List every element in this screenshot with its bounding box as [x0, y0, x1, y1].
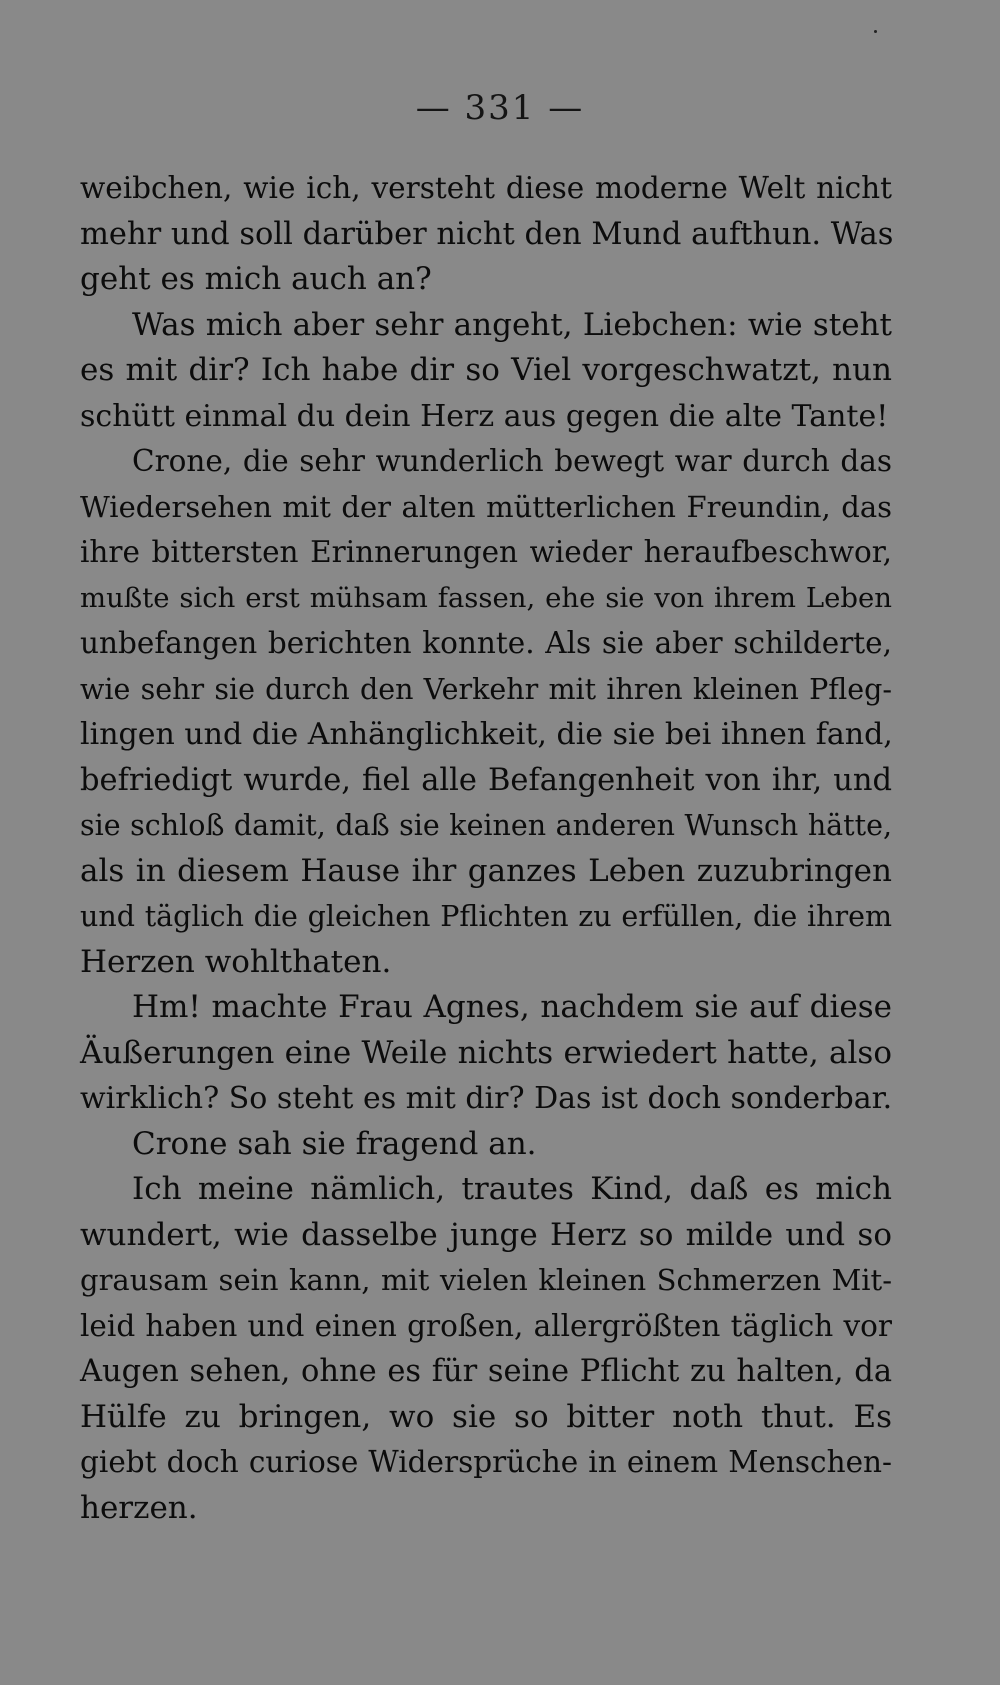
text-line: befriedigt wurde, fiel alle Befangenheit von ihr, und: [80, 762, 892, 798]
text-line: sie schloß damit, daß sie keinen anderen Wunsch hätte,: [80, 809, 892, 842]
text-line: wundert, wie dasselbe junge Herz so milde und so: [80, 1216, 892, 1253]
text-line: als in diesem Hause ihr ganzes Leben zuzubringen: [80, 852, 892, 889]
text-line: giebt doch curiose Widersprüche in einem Menschen-: [80, 1445, 892, 1479]
text-line: ihre bittersten Erinnerungen wieder heraufbeschwor,: [80, 535, 892, 569]
text-line: Herzen wohlthaten.: [80, 943, 392, 980]
text-line: wirklich? So steht es mit dir? Das ist doch sonderbar.: [80, 1081, 893, 1116]
text-line: mußte sich erst mühsam fassen, ehe sie von ihrem Leben: [80, 581, 892, 614]
text-line: Was mich aber sehr angeht, Liebchen: wie steht: [132, 306, 892, 343]
page-number: — 331 —: [415, 88, 585, 128]
text-line: unbefangen berichten konnte. Als sie aber schilderte,: [80, 626, 892, 660]
text-line: lingen und die Anhänglichkeit, die sie bei ihnen fand,: [80, 717, 893, 752]
text-line: mehr und soll darüber nicht den Mund aufthun. Was: [80, 216, 894, 252]
text-line: Augen sehen, ohne es für seine Pflicht zu halten, da: [80, 1354, 892, 1389]
text-line: es mit dir? Ich habe dir so Viel vorgeschwatzt, nun: [80, 352, 892, 388]
text-line: grausam sein kann, mit vielen kleinen Schmerzen Mit-: [80, 1263, 892, 1297]
text-line: weibchen, wie ich, versteht diese moderne Welt nicht: [80, 171, 892, 205]
text-line: Ich meine nämlich, trautes Kind, daß es mich: [132, 1171, 892, 1207]
text-line: wie sehr sie durch den Verkehr mit ihren kleinen Pfleg-: [80, 672, 892, 706]
text-line: Hm! machte Frau Agnes, nachdem sie auf diese: [132, 989, 892, 1025]
body-text: [80, 166, 892, 1531]
text-line: Crone sah sie fragend an.: [132, 1125, 537, 1162]
text-line: geht es mich auch an?: [80, 261, 432, 297]
text-line: herzen.: [80, 1489, 198, 1526]
text-line: und täglich die gleichen Pflichten zu erfüllen, die ihrem: [80, 900, 892, 933]
scan-speck: [874, 30, 877, 33]
text-line: Crone, die sehr wunderlich bewegt war durch das: [132, 444, 892, 478]
text-line: Hülfe zu bringen, wo sie so bitter noth thut. Es: [80, 1398, 892, 1435]
text-line: Äußerungen eine Weile nichts erwiedert hatte, also: [80, 1034, 892, 1071]
text-line: Wiedersehen mit der alten mütterlichen Freundin, das: [80, 489, 892, 524]
text-line: schütt einmal du dein Herz aus gegen die alte Tante!: [80, 398, 889, 434]
text-line: leid haben und einen großen, allergrößten täglich vor: [80, 1308, 892, 1343]
